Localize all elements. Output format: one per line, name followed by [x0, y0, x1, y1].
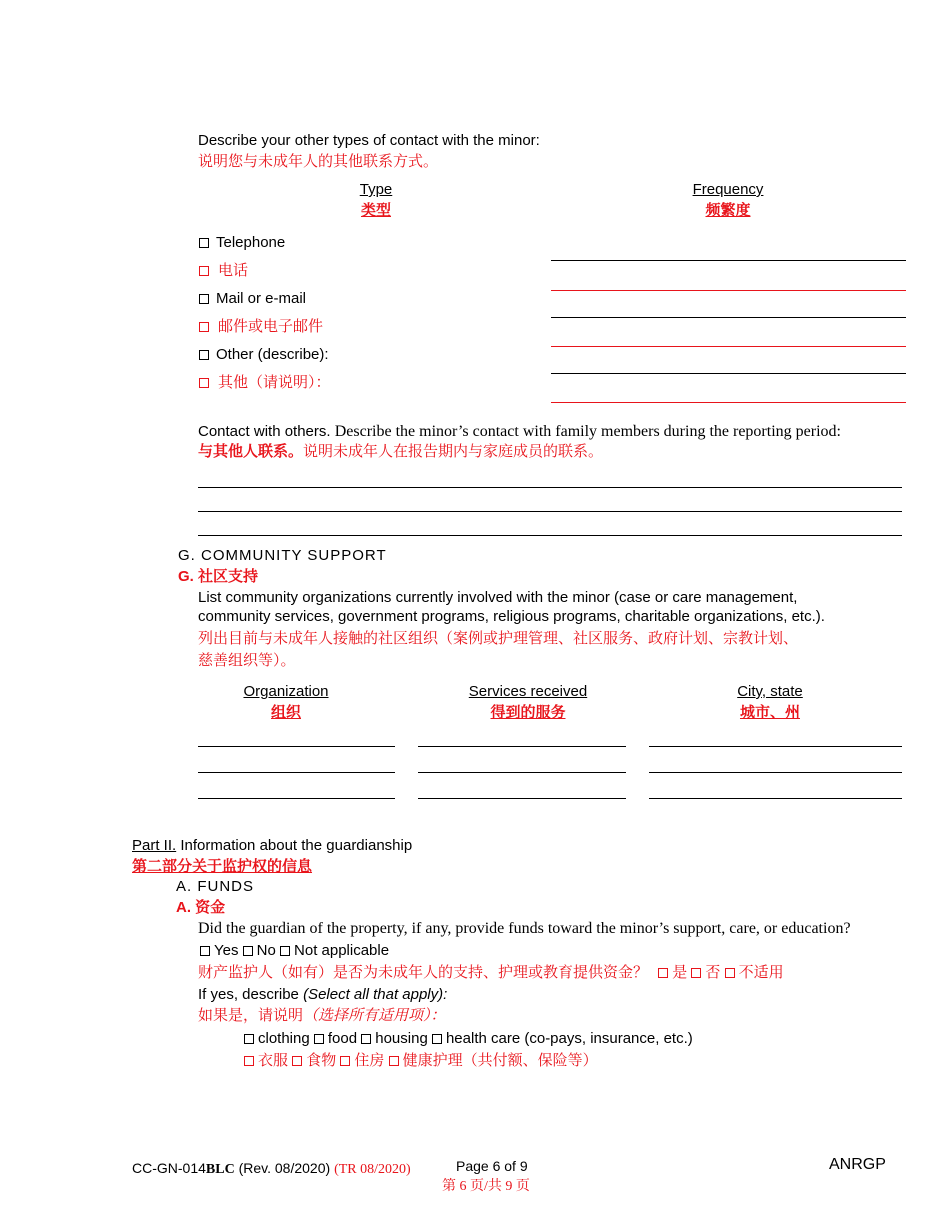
- clothing-checkbox[interactable]: [244, 1034, 254, 1044]
- yes-checkbox[interactable]: [200, 946, 210, 956]
- clothing-label: clothing: [258, 1030, 310, 1047]
- page-number-cn: 第 6 页/共 9 页: [442, 1179, 530, 1194]
- ifyes-label-cn: 如果是，请说明: [198, 1007, 304, 1024]
- not-applicable-label-cn: 不适用: [738, 964, 784, 981]
- part2-label: Part II.: [132, 837, 177, 854]
- no-label: No: [256, 942, 276, 959]
- clothing-checkbox-cn[interactable]: [244, 1056, 254, 1066]
- housing-checkbox-cn[interactable]: [340, 1056, 350, 1066]
- housing-checkbox[interactable]: [361, 1034, 371, 1044]
- organization-field-3[interactable]: [198, 798, 395, 799]
- funds-question-cn: 财产监护人（如有）是否为未成年人的支持、护理或教育提供资金？: [198, 964, 649, 981]
- items-row: [244, 1030, 693, 1048]
- contact-others-line-1[interactable]: [198, 487, 902, 488]
- section-g-title-cn: G. 社区支持: [178, 568, 259, 585]
- housing-label-cn: 住房: [354, 1052, 385, 1069]
- yes-label: Yes: [214, 942, 239, 959]
- telephone-frequency-field[interactable]: [551, 260, 906, 261]
- health-care-label-cn: 健康护理（共付额、保险等）: [402, 1052, 598, 1069]
- part2-title-cn: 第二部分关于监护权的信息: [132, 858, 313, 875]
- mail-frequency-field-cn[interactable]: [551, 346, 906, 347]
- funds-title-cn: A. 资金: [176, 899, 226, 916]
- ifyes-instruction: (Select all that apply):: [303, 986, 448, 1003]
- contact-others-desc-cn: 说明未成年人在报告期内与家庭成员的联系。: [303, 443, 604, 460]
- telephone-checkbox[interactable]: [199, 238, 209, 248]
- funds-answers: [200, 942, 389, 960]
- part2-title-text: Information about the guardianship: [180, 837, 413, 854]
- form-code-prefix: CC-GN-014: [132, 1160, 206, 1176]
- form-code-right: ANRGP: [829, 1156, 886, 1173]
- section-g-desc-1: List community organizations currently involved with the minor (case or care management,: [198, 589, 798, 606]
- contact-others-line-3[interactable]: [198, 535, 902, 536]
- not-applicable-checkbox-cn[interactable]: [725, 968, 735, 978]
- form-code-suffix: BLC: [205, 1162, 235, 1177]
- yes-label-cn: 是: [672, 964, 688, 981]
- contact-others-heading: Contact with others.: [198, 423, 331, 440]
- telephone-checkbox-cn[interactable]: [199, 266, 209, 276]
- funds-question: Did the guardian of the property, if any, provide funds toward the minor’s support, care, or education?: [198, 920, 851, 937]
- contact-others-text-cn: [198, 443, 603, 461]
- health-care-checkbox[interactable]: [432, 1034, 442, 1044]
- city-header: City, state: [737, 683, 803, 700]
- services-header: Services received: [468, 683, 588, 700]
- mail-label-cn: 邮件或电子邮件: [218, 318, 324, 335]
- no-label-cn: 否: [705, 964, 721, 981]
- contact-others-text: [198, 423, 841, 441]
- other-label-cn: 其他（请说明）：: [218, 374, 331, 391]
- food-label: food: [327, 1030, 358, 1047]
- part2-title: [132, 837, 412, 855]
- form-code: [132, 1159, 411, 1179]
- city-header-cn: 城市、州: [739, 704, 800, 721]
- mail-checkbox[interactable]: [199, 294, 209, 304]
- funds-title: A. FUNDS: [176, 878, 255, 895]
- translation-revision: (TR 08/2020): [334, 1162, 411, 1177]
- other-contact-prompt: Describe your other types of contact with the minor:: [198, 132, 540, 149]
- no-checkbox[interactable]: [243, 946, 253, 956]
- section-g-desc-2: community services, government programs, religious programs, charitable organizations, etc.).: [198, 608, 825, 625]
- type-header: Type: [359, 181, 393, 198]
- contact-others-heading-cn: 与其他人联系。: [198, 443, 304, 460]
- organization-field-2[interactable]: [198, 772, 395, 773]
- page-number: Page 6 of 9: [456, 1158, 528, 1174]
- frequency-header: Frequency: [692, 181, 764, 198]
- mail-frequency-field[interactable]: [551, 317, 906, 318]
- food-checkbox[interactable]: [314, 1034, 324, 1044]
- other-checkbox[interactable]: [199, 350, 209, 360]
- telephone-frequency-field-cn[interactable]: [551, 290, 906, 291]
- other-frequency-field-cn[interactable]: [551, 402, 906, 403]
- funds-question-cn-row: [198, 964, 784, 982]
- other-label: Other (describe):: [216, 346, 329, 363]
- telephone-label: Telephone: [216, 234, 286, 251]
- mail-label: Mail or e-mail: [216, 290, 307, 307]
- yes-checkbox-cn[interactable]: [658, 968, 668, 978]
- city-field-1[interactable]: [649, 746, 902, 747]
- other-frequency-field[interactable]: [551, 373, 906, 374]
- health-care-checkbox-cn[interactable]: [389, 1056, 399, 1066]
- services-field-2[interactable]: [418, 772, 626, 773]
- services-field-3[interactable]: [418, 798, 626, 799]
- ifyes-row: [198, 986, 447, 1004]
- section-g-desc-cn-2: 慈善组织等）。: [198, 652, 296, 669]
- clothing-label-cn: 衣服: [258, 1052, 289, 1069]
- ifyes-instruction-cn: （选择所有适用项）：: [303, 1007, 446, 1024]
- contact-others-desc: Describe the minor’s contact with family members during the reporting period:: [334, 423, 841, 440]
- services-header-cn: 得到的服务: [490, 704, 566, 721]
- form-revision: (Rev. 08/2020): [238, 1160, 331, 1176]
- housing-label: housing: [375, 1030, 428, 1047]
- organization-header: Organization: [243, 683, 329, 700]
- health-care-label: health care (co-pays, insurance, etc.): [445, 1030, 693, 1047]
- ifyes-row-cn: [198, 1007, 446, 1025]
- organization-field-1[interactable]: [198, 746, 395, 747]
- frequency-header-cn: 频繁度: [705, 202, 751, 219]
- no-checkbox-cn[interactable]: [691, 968, 701, 978]
- food-checkbox-cn[interactable]: [292, 1056, 302, 1066]
- not-applicable-checkbox[interactable]: [280, 946, 290, 956]
- city-field-3[interactable]: [649, 798, 902, 799]
- food-label-cn: 食物: [306, 1052, 337, 1069]
- services-field-1[interactable]: [418, 746, 626, 747]
- organization-header-cn: 组织: [270, 704, 301, 721]
- other-contact-prompt-cn: 说明您与未成年人的其他联系方式。: [198, 153, 439, 170]
- city-field-2[interactable]: [649, 772, 902, 773]
- mail-checkbox-cn[interactable]: [199, 322, 209, 332]
- section-g-desc-cn-1: 列出目前与未成年人接触的社区组织（案例或护理管理、社区服务、政府计划、宗教计划、: [198, 630, 799, 647]
- contact-others-line-2[interactable]: [198, 511, 902, 512]
- type-header-cn: 类型: [360, 202, 391, 219]
- ifyes-label: If yes, describe: [198, 986, 299, 1003]
- telephone-label-cn: 电话: [218, 262, 249, 279]
- not-applicable-label: Not applicable: [294, 942, 390, 959]
- items-row-cn: [244, 1052, 598, 1070]
- other-checkbox-cn[interactable]: [199, 378, 209, 388]
- section-g-title: G. COMMUNITY SUPPORT: [178, 547, 387, 564]
